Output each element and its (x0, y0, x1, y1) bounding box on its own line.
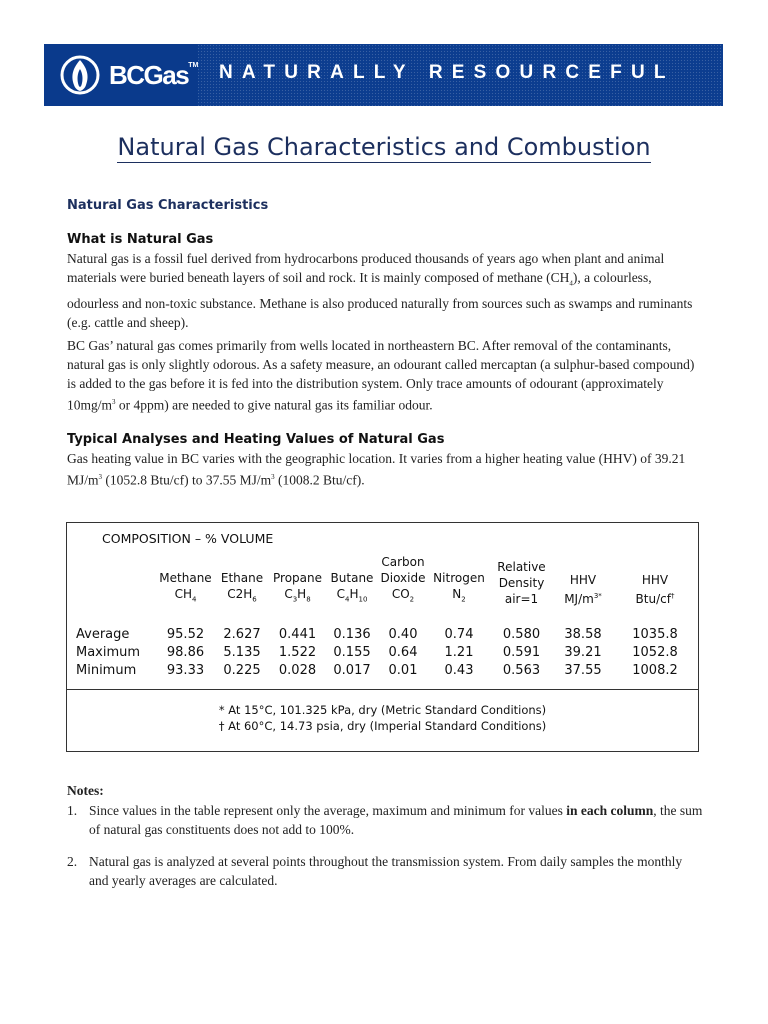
header-carbon-dioxide: Carbon Dioxide $CO_2$ (380, 555, 426, 604)
table-cell: 0.591 (502, 644, 541, 660)
table-cell: 0.64 (388, 644, 418, 660)
table-cell: 38.58 (564, 626, 602, 642)
header-butane: Butane $C_4H_{10}$ (330, 571, 374, 604)
tagline: NATURALLY RESOURCEFUL (219, 62, 675, 83)
brand-name: BCGas™ (109, 60, 199, 90)
table-cell: 2.627 (223, 626, 261, 642)
table-cell: 0.225 (223, 662, 261, 678)
paragraph-natural-gas-definition: Natural gas is a fossil fuel derived from hydrocarbons produced thousands of years ago when plant and animal materials were buried beneath layers of soil and rock. It is mainly composed of methane $(CH_4)$, a colourless, odourless and non-toxic substance. Methane is also produced naturally from sources such as swamps and ruminants (e.g. cattle and sheep). (67, 251, 693, 330)
row-label: Maximum (76, 644, 141, 660)
table-cell: 0.43 (444, 662, 474, 678)
table-cell: 0.580 (502, 626, 541, 642)
table-cell: 98.86 (166, 644, 205, 660)
table-cell: 1035.8 (632, 626, 678, 642)
table-cell: 0.40 (388, 626, 418, 642)
table-row-minimum (66, 661, 699, 690)
table-cell: 0.441 (278, 626, 317, 642)
table-cell: 0.563 (502, 662, 541, 678)
notes-heading: Notes: (67, 783, 104, 798)
table-cell: 0.155 (333, 644, 371, 660)
header-nitrogen: Nitrogen $N_2$ (433, 571, 485, 604)
paragraph-heating-value: Gas heating value in BC varies with the geographic location. It varies from a higher heating value (HHV) of 39.21 $MJ/m^3$ (1052.8 Btu/cf) to 37.55 $MJ/m^3$ (1008.2 Btu/cf). (67, 451, 686, 488)
row-label: Average (76, 626, 130, 642)
paragraph-bc-gas-source: BC Gas’ natural gas comes primarily from wells located in northeastern BC. After removal of the contaminants, natural gas is only slightly odorous. As a safety measure, an odourant called mercaptan (a sulphur-based compound) is added to the gas before it is fed into the distribution system. Only trace amounts of odourant (approximately $10mg/m^3$ or 4ppm) are needed to give natural gas its familiar odour. (67, 338, 695, 413)
header-ethane: Ethane $C2H_6$ (220, 571, 264, 604)
table-cell: 1.522 (278, 644, 317, 660)
table-header-row (66, 554, 699, 615)
table-row-maximum (66, 643, 699, 661)
table-cell: 0.74 (444, 626, 474, 642)
table-cell: 0.028 (278, 662, 317, 678)
table-cell: 93.33 (166, 662, 205, 678)
table-title: COMPOSITION – % VOLUME (102, 530, 274, 546)
footnote-metric: * At 15°C, 101.325 kPa, dry (Metric Standard Conditions) (218, 703, 547, 718)
row-label: Minimum (76, 662, 137, 678)
table-cell: 1052.8 (632, 644, 678, 660)
what-is-natural-gas-heading: What is Natural Gas (67, 232, 214, 247)
note-1: 1. Since values in the table represent only the average, maximum and minimum for values in each column, the sum of natural gas constituents does not add to 100%. (67, 803, 703, 837)
table-cell: 37.55 (564, 662, 602, 678)
table-cell: 5.135 (223, 644, 261, 660)
table-cell: 0.136 (333, 626, 371, 642)
table-row-average (66, 615, 699, 643)
table-cell: 0.01 (388, 662, 418, 678)
header-blank (66, 554, 154, 615)
table-cell: 1.21 (444, 644, 474, 660)
logo-block (44, 44, 198, 106)
header-relative-density: Relative Density air=1 (497, 560, 546, 607)
header-methane: Methane $CH_4$ (159, 571, 212, 604)
table-footnotes (66, 690, 699, 747)
document-title: Natural Gas Characteristics and Combustion (117, 133, 651, 161)
bcgas-flame-logo-icon (60, 55, 100, 95)
note-number: 2. (67, 854, 78, 869)
note-number: 1. (67, 803, 78, 818)
table-cell: 0.017 (333, 662, 371, 678)
table-cell: 1008.2 (632, 662, 678, 678)
header-hhv-btu: HHV Btu/cf† (635, 573, 675, 607)
table-cell: 95.52 (166, 626, 205, 642)
typical-analyses-heading: Typical Analyses and Heating Values of Natural Gas (67, 432, 445, 447)
composition-table (66, 522, 699, 746)
header-banner (44, 44, 723, 106)
note-2: 2. Natural gas is analyzed at several points throughout the transmission system. From daily samples the monthly and yearly averages are calculated. (67, 854, 683, 888)
footnote-imperial: † At 60°C, 14.73 psia, dry (Imperial Standard Conditions) (218, 719, 547, 734)
header-propane: Propane $C_3H_8$ (273, 571, 322, 604)
header-hhv-mj: HHV $MJ/m^{3*}$ (564, 573, 602, 607)
table-cell: 39.21 (564, 644, 602, 660)
section-heading: Natural Gas Characteristics (67, 198, 269, 213)
